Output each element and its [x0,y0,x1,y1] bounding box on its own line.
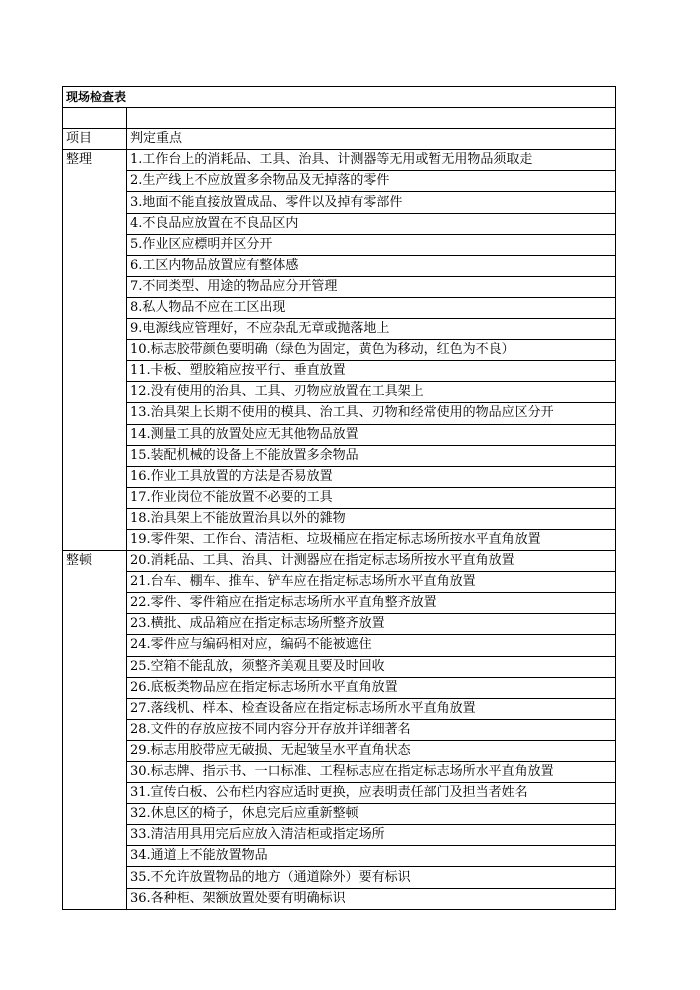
blank-cell [127,108,616,129]
table-row [63,403,616,424]
check-item: 24.零件应与编码相对应，编码不能被遮住 [127,635,616,656]
table-row [63,340,616,361]
table-row [63,783,616,804]
check-item: 21.台车、棚车、推车、铲车应在指定标志场所水平直角放置 [127,572,616,593]
check-item: 25.空箱不能乱放，须整齐美观且要及时回收 [127,656,616,677]
header-item: 项目 [63,129,127,150]
check-item: 3.地面不能直接放置成品、零件以及掉有零部件 [127,192,616,213]
check-item: 26.底板类物品应在指定标志场所水平直角放置 [127,677,616,698]
table-row [63,635,616,656]
check-item: 6.工区内物品放置应有整体感 [127,255,616,276]
check-item: 12.没有使用的治具、工具、刃物应放置在工具架上 [127,382,616,403]
table-row [63,804,616,825]
table-row [63,529,616,550]
check-item: 5.作业区应標明并区分开 [127,234,616,255]
table-row [63,424,616,445]
table-row [63,234,616,255]
check-item: 4.不良品应放置在不良品区内 [127,213,616,234]
table-row [63,846,616,867]
header-row [63,129,616,150]
table-row [63,171,616,192]
blank-row [63,108,616,129]
table-row [63,551,616,572]
check-item: 15.装配机械的设备上不能放置多余物品 [127,445,616,466]
check-item: 10.标志胶带颜色要明确（绿色为固定，黄色为移动，红色为不良） [127,340,616,361]
table-row [63,593,616,614]
blank-cell [63,108,127,129]
table-row [63,192,616,213]
table-row [63,888,616,909]
table-row [63,656,616,677]
check-item: 36.各种柜、架额放置处要有明确标识 [127,888,616,909]
check-item: 17.作业岗位不能放置不必要的工具 [127,487,616,508]
table-row [63,677,616,698]
table-row [63,382,616,403]
table-row [63,508,616,529]
check-item: 32.休息区的椅子，休息完后应重新整顿 [127,804,616,825]
table-row [63,319,616,340]
table-row [63,487,616,508]
table-row [63,361,616,382]
check-item: 27.落线机、样本、检查设备应在指定标志场所水平直角放置 [127,698,616,719]
check-item: 16.作业工具放置的方法是否易放置 [127,466,616,487]
table-row [63,614,616,635]
check-item: 2.生产线上不应放置多余物品及无掉落的零件 [127,171,616,192]
table-row [63,762,616,783]
check-item: 29.标志用胶带应无破损、无起皱呈水平直角状态 [127,740,616,761]
sheet-title: 现场检查表 [63,87,616,108]
header-point: 判定重点 [127,129,616,150]
title-row [63,87,616,108]
check-item: 18.治具架上不能放置治具以外的雜物 [127,508,616,529]
check-item: 7.不同类型、用途的物品应分开管理 [127,276,616,297]
section-name: 整顿 [63,551,127,910]
check-item: 20.消耗品、工具、治具、计测器应在指定标志场所按水平直角放置 [127,551,616,572]
check-item: 28.文件的存放应按不同内容分开存放并详细著名 [127,719,616,740]
check-item: 9.电源线应管理好，不应杂乱无章或抛落地上 [127,319,616,340]
table-row [63,719,616,740]
table-row [63,255,616,276]
table-row [63,150,616,171]
check-item: 33.清洁用具用完后应放入清洁柜或指定场所 [127,825,616,846]
check-item: 1.工作台上的消耗品、工具、治具、计测器等无用或暂无用物品须取走 [127,150,616,171]
table-row [63,213,616,234]
section-name: 整理 [63,150,127,551]
check-item: 19.零件架、工作台、清洁柜、垃圾桶应在指定标志场所按水平直角放置 [127,529,616,550]
table-row [63,698,616,719]
check-item: 22.零件、零件箱应在指定标志场所水平直角整齐放置 [127,593,616,614]
inspection-table [62,86,616,910]
check-item: 23.横批、成品箱应在指定标志场所整齐放置 [127,614,616,635]
check-item: 8.私人物品不应在工区出现 [127,297,616,318]
check-item: 13.治具架上长期不使用的模具、治工具、刃物和经常使用的物品应区分开 [127,403,616,424]
table-row [63,297,616,318]
table-row [63,825,616,846]
table-row [63,445,616,466]
check-item: 14.测量工具的放置处应无其他物品放置 [127,424,616,445]
inspection-sheet [62,86,615,910]
table-row [63,276,616,297]
check-item: 11.卡板、塑胶箱应按平行、垂直放置 [127,361,616,382]
table-row [63,466,616,487]
check-item: 30.标志牌、指示书、一口标准、工程标志应在指定标志场所水平直角放置 [127,762,616,783]
check-item: 34.通道上不能放置物品 [127,846,616,867]
table-row [63,867,616,888]
table-row [63,572,616,593]
table-row [63,740,616,761]
check-item: 35.不允许放置物品的地方（通道除外）要有标识 [127,867,616,888]
check-item: 31.宣传白板、公布栏内容应适时更换，应表明责任部门及担当者姓名 [127,783,616,804]
